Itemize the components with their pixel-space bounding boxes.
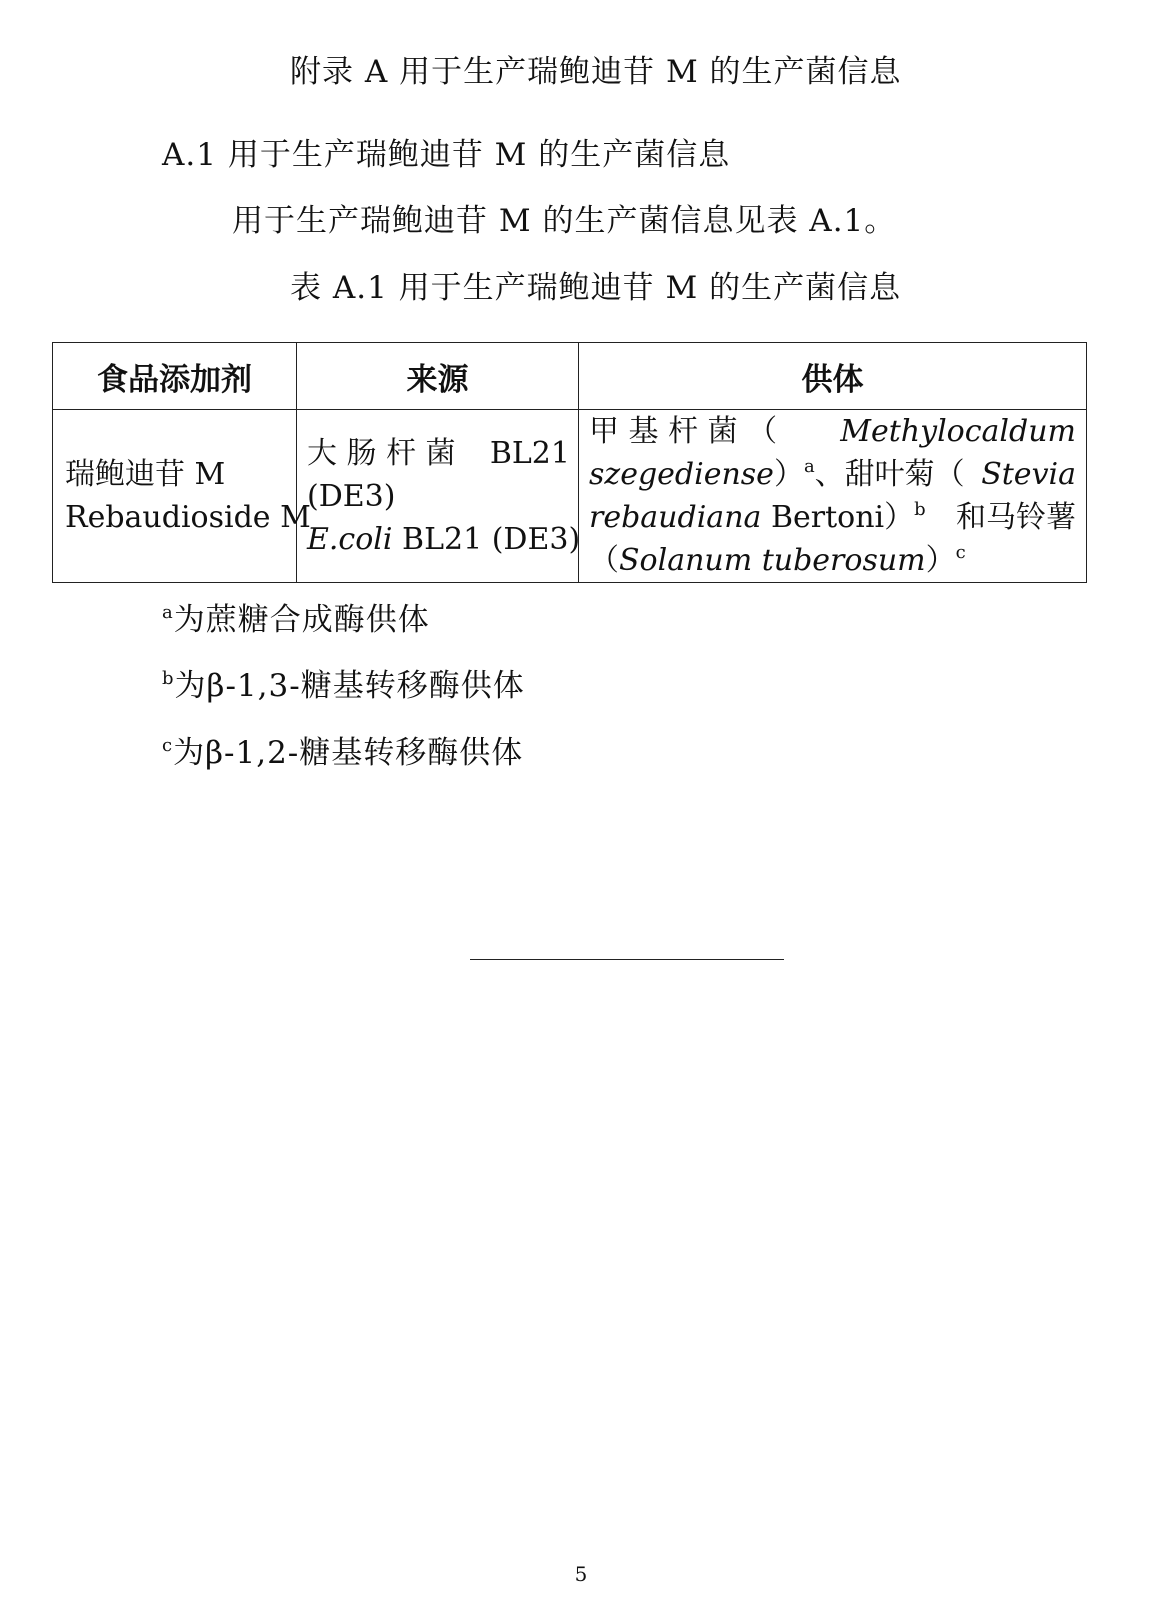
donor-line-3	[589, 496, 1076, 539]
additive-name-en: Rebaudioside M	[65, 500, 311, 535]
footnote-c	[162, 733, 523, 773]
footnote-text: 为β-1,3-糖基转移酶供体	[174, 668, 525, 704]
donor-sep-2: 和马铃薯	[956, 500, 1076, 535]
donor-2-species: Stevia	[981, 457, 1076, 492]
cell-food-additive	[53, 410, 311, 583]
donor-1-species: Methylocaldum	[840, 414, 1076, 449]
appendix-title: 附录 A 用于生产瑞鲍迪苷 M 的生产菌信息	[290, 54, 902, 90]
donor-line-1	[589, 410, 1076, 453]
footnote-mark: c	[162, 735, 174, 756]
paren-close: ）	[925, 543, 956, 578]
paren-open: （	[589, 543, 619, 578]
table-row	[53, 410, 1087, 583]
paren-close: ）	[773, 457, 804, 492]
donor-2-mark: b	[914, 499, 926, 520]
donor-line-2	[589, 453, 1076, 496]
cell-source	[297, 410, 579, 583]
source-species: E.coli	[307, 521, 393, 557]
intro-paragraph: 用于生产瑞鲍迪苷 M 的生产菌信息见表 A.1。	[232, 203, 897, 239]
donor-3-mark: c	[955, 542, 966, 563]
header-food-additive: 食品添加剂	[53, 343, 297, 410]
donor-2-author: Bertoni	[770, 500, 885, 535]
header-source: 来源	[297, 343, 579, 410]
footnote-mark: b	[162, 668, 175, 689]
page-number: 5	[574, 1562, 588, 1586]
source-line-3	[307, 518, 581, 561]
section-heading: A.1 用于生产瑞鲍迪苷 M 的生产菌信息	[162, 137, 731, 173]
donor-sep-1: 、甜叶菊（	[814, 457, 965, 492]
footnote-text: 为蔗糖合成酶供体	[173, 602, 430, 638]
table-header-row	[53, 343, 1087, 410]
donor-line-4	[589, 539, 1076, 582]
cell-donor	[579, 410, 1087, 583]
footnote-a	[162, 600, 430, 640]
source-strain-suffix: (DE3)	[307, 478, 396, 514]
end-rule	[470, 959, 784, 960]
donor-3-species: Solanum tuberosum	[619, 543, 926, 578]
footnote-mark: a	[162, 602, 174, 623]
strain-info-table	[52, 342, 1087, 583]
paren-close: ）	[884, 500, 915, 535]
donor-1-name-cn: 甲 基 杆 菌 （	[589, 414, 778, 449]
source-line-1	[307, 432, 570, 475]
table-caption: 表 A.1 用于生产瑞鲍迪苷 M 的生产菌信息	[290, 270, 902, 306]
source-strain: BL21	[489, 435, 570, 471]
footnote-b	[162, 666, 525, 706]
donor-2-species-2: rebaudiana	[589, 500, 762, 535]
additive-name-cn: 瑞鲍迪苷 M	[65, 457, 226, 492]
donor-1-species-2: szegediense	[589, 457, 774, 492]
donor-1-mark: a	[803, 456, 815, 477]
footnote-text: 为β-1,2-糖基转移酶供体	[173, 735, 524, 771]
source-strain-full: BL21 (DE3)	[402, 521, 581, 557]
source-name-cn: 大 肠 杆 菌	[307, 435, 456, 471]
header-donor: 供体	[579, 343, 1087, 410]
